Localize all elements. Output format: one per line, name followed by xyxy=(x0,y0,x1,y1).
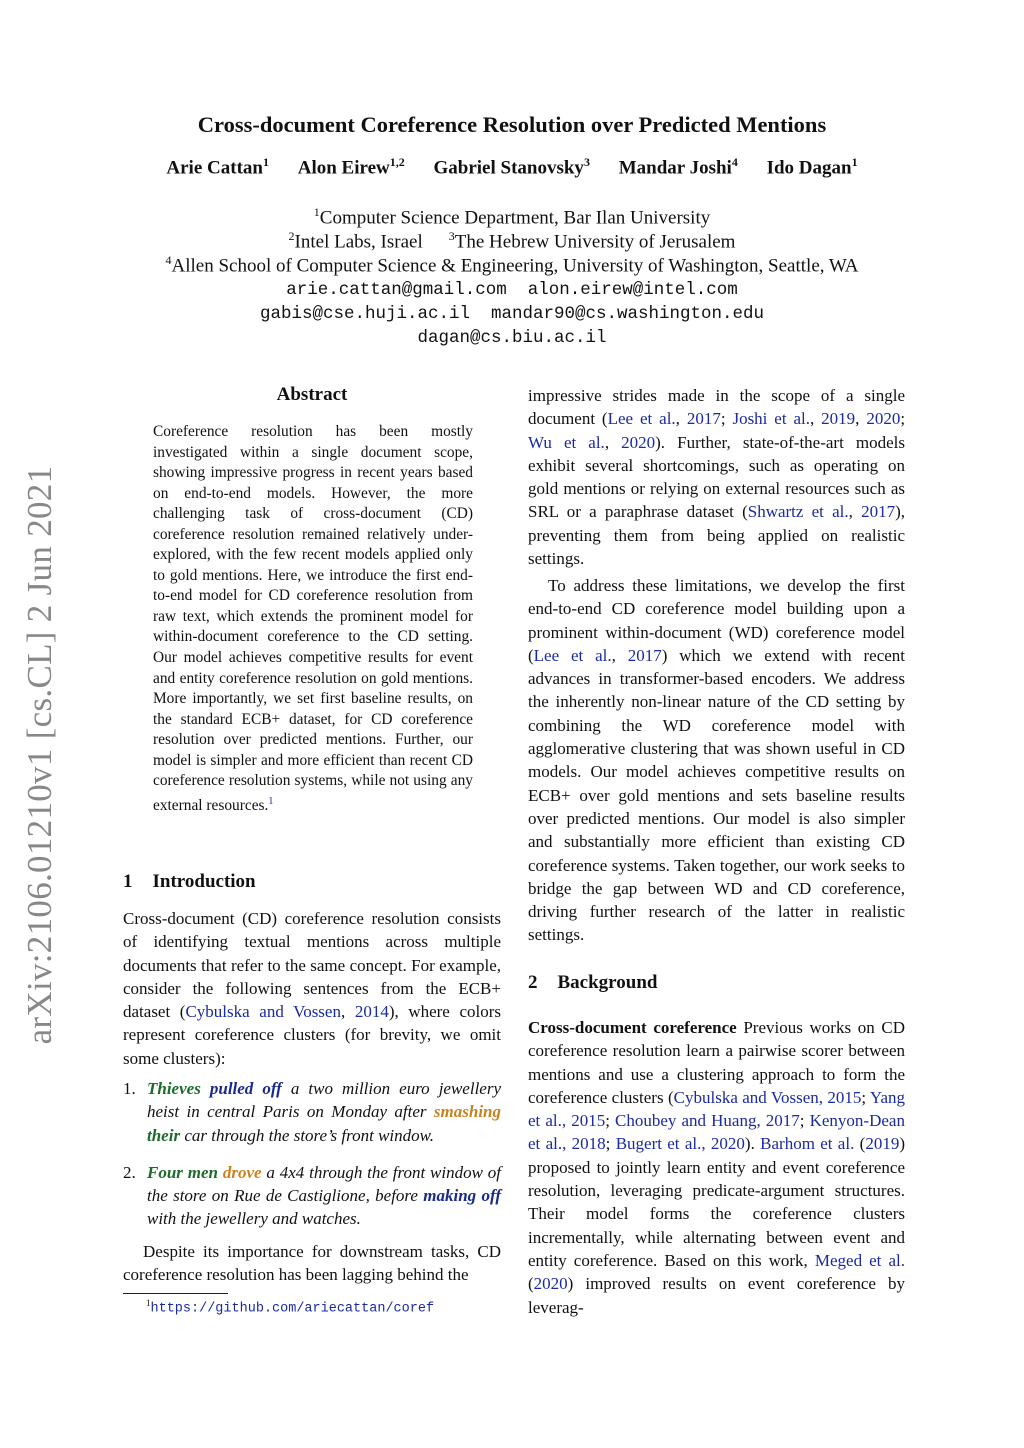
background-paragraph xyxy=(528,1016,905,1319)
text-run: ; xyxy=(900,409,906,429)
footnote-rule xyxy=(123,1293,228,1294)
text-run: , xyxy=(604,432,622,452)
citation-link[interactable]: Joshi et al. xyxy=(732,409,810,429)
text-run: Previous works on CD coreference resolution learn a pairwise scorer between mentions and use a clustering approach to form the coreference clusters ( xyxy=(528,1018,905,1107)
affiliation-4 xyxy=(0,253,1024,277)
citation-link[interactable]: 2019 xyxy=(821,409,856,429)
author xyxy=(298,155,405,179)
author xyxy=(433,155,589,179)
citation-link[interactable]: Meged et al. xyxy=(814,1250,905,1270)
citation-link[interactable]: 2020 xyxy=(621,432,656,452)
affil-text: The Hebrew University of Jerusalem xyxy=(454,231,736,253)
text-run: , xyxy=(855,409,867,429)
abstract-heading: Abstract xyxy=(276,384,348,405)
text-run: car through the store’s front window. xyxy=(180,1125,434,1145)
affil-text: Allen School of Computer Science & Engineering, University of Washington, Seattle, WA xyxy=(171,255,859,277)
mention-green: Four men xyxy=(147,1162,218,1182)
author-list xyxy=(0,155,1024,179)
author xyxy=(767,155,858,179)
section-heading-introduction xyxy=(123,871,256,893)
author-affil-mark: 1,2 xyxy=(389,155,405,169)
text-run: a 4x4 through the front window of the store on Rue de Castiglione, before xyxy=(147,1162,502,1206)
citation-link[interactable]: Kenyon-Dean et al., 2018 xyxy=(528,1111,905,1154)
text-run: ; xyxy=(799,1111,810,1131)
email-line-2: gabis@cse.huji.ac.il mandar90@cs.washington.edu xyxy=(259,304,765,324)
citation-link[interactable]: 2020 xyxy=(533,1274,568,1294)
mention-orange: smashing xyxy=(433,1102,501,1122)
intro-paragraph-1 xyxy=(123,907,501,1070)
text-run: , xyxy=(848,502,862,522)
affil-text: Intel Labs, Israel xyxy=(294,231,423,253)
text-run: ; xyxy=(720,409,733,429)
text-run: , xyxy=(810,409,822,429)
example-item xyxy=(123,1161,501,1231)
text-run: ). xyxy=(744,1134,761,1154)
email-line-1: arie.cattan@gmail.com alon.eirew@intel.com xyxy=(286,280,738,300)
email-line-3: dagan@cs.biu.ac.il xyxy=(417,328,607,348)
footnote-url-link[interactable]: https://github.com/ariecattan/coref xyxy=(150,1301,435,1317)
text-run: , xyxy=(675,409,687,429)
right-paragraph-2 xyxy=(528,574,905,947)
intro-paragraph-2: Despite its importance for downstream tasks, CD coreference resolution has been lagging behind the xyxy=(123,1242,501,1285)
affil-mark: 2 xyxy=(288,229,295,243)
author-affil-mark: 1 xyxy=(851,155,858,169)
text-run: ), preventing them from being applied on realistic settings. xyxy=(528,502,906,569)
citation-link[interactable]: 2014 xyxy=(354,1002,389,1022)
citation-link[interactable]: Cybulska and Vossen, 2015 xyxy=(673,1087,862,1107)
footnote-mark: 1 xyxy=(146,1298,151,1308)
mention-green: their xyxy=(147,1125,181,1145)
text-run: with the jewellery and watches. xyxy=(147,1209,361,1229)
section-heading-background xyxy=(528,972,657,994)
text-run: Cross-document (CD) coreference resolution consists of identifying textual mentions across multiple documents that refer to the same concept. For example, consider the following sentences from the ECB+ dataset ( xyxy=(123,909,501,1022)
text-run: ). Further, state-of-the-art models exhibit several shortcomings, such as operating on gold mentions or relying on external resources such as SRL or a paraphrase dataset ( xyxy=(528,432,905,522)
author-affil-mark: 4 xyxy=(731,155,738,169)
section-number: 2 xyxy=(528,972,538,993)
text-run: ) improved results on event coreference by leverag- xyxy=(528,1274,905,1317)
text-run: To address these limitations, we develop the first end-to-end CD coreference model building upon a prominent within-document (WD) coreference model ( xyxy=(528,576,905,665)
author-name: Gabriel Stanovsky xyxy=(433,157,584,179)
section-title: Background xyxy=(557,972,658,993)
text-run: , xyxy=(611,645,628,665)
citation-link[interactable]: Choubey and Huang, 2017 xyxy=(615,1111,800,1131)
abstract-body xyxy=(153,422,473,817)
right-paragraph-1 xyxy=(528,384,905,570)
citation-link[interactable]: Cybulska and Vossen xyxy=(185,1002,341,1022)
footnote xyxy=(146,1298,434,1317)
mention-blue: pulled off xyxy=(209,1079,282,1098)
author-name: Alon Eirew xyxy=(297,157,390,179)
text-run: ( xyxy=(528,1274,534,1294)
author xyxy=(166,155,269,179)
abstract-text: Coreference resolution has been mostly investigated within a single document scope, showing impressive progress in recent years based on end-to-end models. However, the more challenging task of cross-document (CD) coreference resolution remained relatively under-explored, with the few recent models applied only to gold mentions. Here, we introduce the first end-to-end model for CD coreference resolution from raw text, which extends the prominent model for within-document coreference to the CD setting. Our model achieves competitive results for event and entity coreference resolution on gold mentions. More importantly, we set first baseline results, on the standard ECB+ dataset, for CD coreference resolution over predicted mentions. Further, our model is simpler and more efficient than recent CD coreference resolution systems, while not using any external resources. xyxy=(153,423,473,814)
section-number: 1 xyxy=(123,871,133,892)
affil-mark: 3 xyxy=(448,229,455,243)
author-name: Ido Dagan xyxy=(766,157,852,179)
paper-title: Cross-document Coreference Resolution over Predicted Mentions xyxy=(197,112,827,137)
citation-link[interactable]: 2019 xyxy=(865,1134,900,1154)
author-name: Mandar Joshi xyxy=(618,157,732,179)
text-run: ( xyxy=(854,1134,866,1154)
arxiv-stamp: arXiv:2106.01210v1 [cs.CL] 2 Jun 2021 xyxy=(20,465,59,1045)
mention-orange: drove xyxy=(222,1162,262,1182)
affil-text: Computer Science Department, Bar Ilan University xyxy=(319,207,711,229)
example-item xyxy=(123,1077,501,1147)
citation-link[interactable]: Lee et al. xyxy=(607,409,676,429)
author-affil-mark: 3 xyxy=(583,155,590,169)
citation-link[interactable]: Bugert et al., 2020 xyxy=(615,1134,745,1154)
text-run: a two million euro jewellery heist in central Paris on Monday after xyxy=(147,1079,502,1122)
paragraph-runin-heading: Cross-document coreference xyxy=(528,1018,737,1037)
example-number: 2. xyxy=(123,1162,136,1182)
example-list xyxy=(123,1077,501,1231)
text-run: ; xyxy=(605,1111,616,1131)
affil-mark: 4 xyxy=(165,253,172,267)
text-run: , xyxy=(340,1002,355,1022)
citation-link[interactable]: Shwartz et al. xyxy=(747,502,849,522)
text-run: ), where colors represent coreference clusters (for brevity, we omit some clusters): xyxy=(123,1002,501,1068)
text-run: impressive strides made in the scope of a single document ( xyxy=(528,386,905,429)
citation-link[interactable]: Wu et al. xyxy=(528,432,605,452)
mention-blue: making off xyxy=(423,1186,501,1206)
author-name: Arie Cattan xyxy=(166,157,263,179)
text-run: ) which we extend with recent advances in transformer-based encoders. We address the inherently non-linear nature of the CD setting by combining the WD coreference model with agglomerative clustering that was shown useful in CD models. Our model achieves competitive results on ECB+ over gold mentions and sets baseline results over predicted mentions. Our model is also simpler and substantially more efficient than existing CD coreference systems. Taken together, our work seeks to bridge the gap between WD and CD coreference, driving further research of the latter in realistic settings. xyxy=(528,645,906,945)
example-number: 1. xyxy=(123,1079,136,1098)
citation-link[interactable]: 2017 xyxy=(627,645,662,665)
text-run: ) proposed to jointly learn entity and event coreference resolution, leveraging predicate-argument structures. Their model forms the coreference clusters incrementally, while alternating between event and entity coreference. Based on this work, xyxy=(528,1134,905,1270)
author-affil-mark: 1 xyxy=(262,155,269,169)
section-title: Introduction xyxy=(152,871,256,892)
affiliation-2-3 xyxy=(0,229,1024,253)
citation-link[interactable]: Yang et al., 2015 xyxy=(528,1087,905,1131)
citation-link[interactable]: 2017 xyxy=(861,502,896,522)
citation-link[interactable]: 2017 xyxy=(686,409,721,429)
footnote-mark[interactable]: 1 xyxy=(268,795,274,807)
text-run: ; xyxy=(861,1087,870,1107)
author xyxy=(619,155,738,179)
mention-green: Thieves xyxy=(147,1079,201,1098)
citation-link[interactable]: 2020 xyxy=(866,409,901,429)
text-run: ; xyxy=(605,1134,616,1154)
affil-mark: 1 xyxy=(313,205,320,219)
citation-link[interactable]: Barhom et al. xyxy=(760,1134,855,1154)
affiliation-1 xyxy=(0,205,1024,229)
citation-link[interactable]: Lee et al. xyxy=(533,645,612,665)
